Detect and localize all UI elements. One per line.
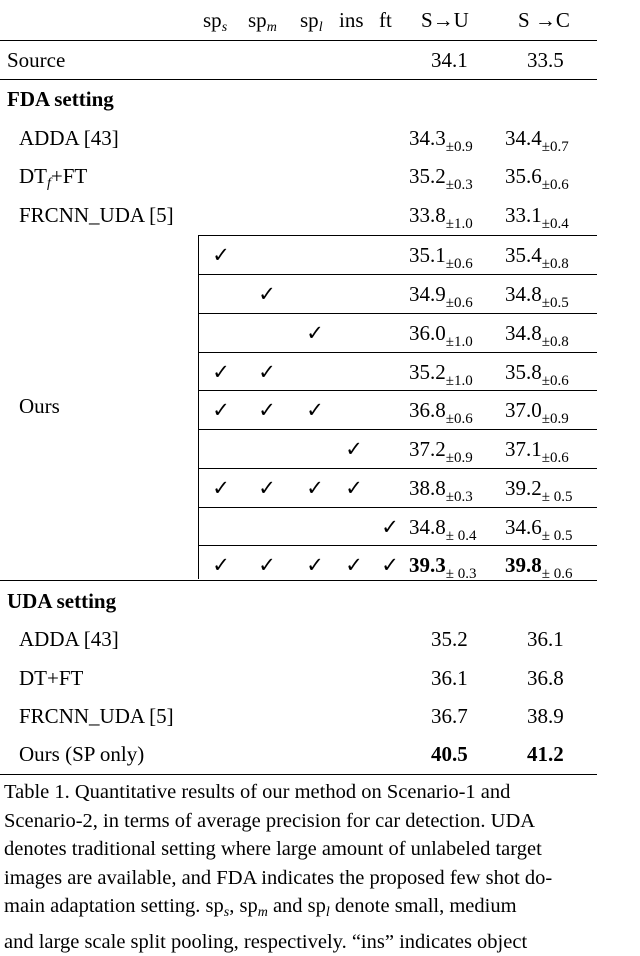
method-label: FRCNN_UDA [5] — [19, 697, 174, 735]
value-su: $35.2_{\pm 1.0}$ — [409, 353, 473, 400]
ours-label: Ours — [19, 387, 60, 425]
ours-row — [0, 236, 600, 274]
value-sc: $34.6_{\pm 0.5}$ — [505, 508, 572, 555]
col-header-ft: ft — [379, 1, 392, 39]
check-mark: ✓ — [252, 275, 282, 313]
col-header-sp-m: spm — [248, 1, 277, 47]
value-sc: $39.2_{\pm 0.5}$ — [505, 469, 572, 516]
value-su: $34.9_{\pm 0.6}$ — [409, 275, 473, 322]
value-su: $36.8_{\pm 0.6}$ — [409, 391, 473, 438]
value-sc: $35.8_{\pm 0.6}$ — [505, 353, 569, 400]
col-header-ins: ins — [339, 1, 364, 39]
source-label: Source — [7, 41, 65, 79]
method-label: DT+FT — [19, 659, 83, 697]
value-su: $34.3_{\pm 0.9}$ — [409, 119, 473, 166]
header-row — [0, 1, 600, 39]
caption-line: Table 1. Quantitative results of our method on Scenario-1 and — [4, 778, 637, 807]
col-header-s-to-u: S→U — [421, 1, 469, 39]
check-mark: ✓ — [339, 546, 369, 584]
fda-heading: FDA setting — [7, 80, 114, 118]
ours-row — [0, 275, 600, 313]
method-label: ADDA [43] — [19, 620, 119, 658]
uda-heading-row — [0, 582, 600, 620]
value-sc: $35.6_{\pm 0.6}$ — [505, 157, 569, 204]
value-sc: 38.9 — [527, 697, 564, 735]
check-mark: ✓ — [206, 469, 236, 507]
check-mark: ✓ — [252, 546, 282, 584]
check-mark: ✓ — [300, 314, 330, 352]
table-caption — [4, 778, 637, 956]
value-sc: $39.8_{\pm 0.6}$ — [505, 546, 572, 593]
check-mark: ✓ — [339, 430, 369, 468]
ours-row — [0, 508, 600, 546]
check-mark: ✓ — [252, 353, 282, 391]
ours-row — [0, 469, 600, 507]
value-sc: $35.4_{\pm 0.8}$ — [505, 236, 569, 283]
uda-row — [0, 659, 600, 697]
ours-row — [0, 314, 600, 352]
value-sc: 36.1 — [527, 620, 564, 658]
check-mark: ✓ — [206, 546, 236, 584]
value-su: $34.8_{\pm 0.4}$ — [409, 508, 476, 555]
uda-row — [0, 697, 600, 735]
ours-row — [0, 430, 600, 468]
value-su: 36.7 — [431, 697, 468, 735]
col-header-sp-l: spl — [300, 1, 323, 47]
method-label: FRCNN_UDA [5] — [19, 196, 174, 234]
caption-line: denotes traditional setting where large amount of unlabeled target — [4, 835, 637, 864]
check-mark: ✓ — [206, 391, 236, 429]
check-mark: ✓ — [375, 508, 405, 546]
check-mark: ✓ — [206, 353, 236, 391]
value-sc: $34.8_{\pm 0.8}$ — [505, 314, 569, 361]
fda-baseline-row — [0, 157, 600, 195]
value-su: 40.5 — [431, 735, 468, 773]
value-sc: 36.8 — [527, 659, 564, 697]
check-mark: ✓ — [206, 236, 236, 274]
fda-baseline-row — [0, 119, 600, 157]
value-su: $37.2_{\pm 0.9}$ — [409, 430, 473, 477]
caption-line: and large scale split pooling, respectively. “ins” indicates object — [4, 928, 637, 956]
check-mark: ✓ — [300, 469, 330, 507]
value-su: $35.1_{\pm 0.6}$ — [409, 236, 473, 283]
uda-row — [0, 620, 600, 658]
ours-row — [0, 391, 600, 429]
value-su: 36.1 — [431, 659, 468, 697]
value-su: 35.2 — [431, 620, 468, 658]
caption-line: images are available, and FDA indicates the proposed few shot do- — [4, 864, 637, 893]
check-mark: ✓ — [339, 469, 369, 507]
check-mark: ✓ — [252, 469, 282, 507]
value-sc: $37.1_{\pm 0.6}$ — [505, 430, 569, 477]
uda-row — [0, 735, 600, 773]
rule-table-bottom — [0, 774, 597, 775]
value-su: $39.3_{\pm 0.3}$ — [409, 546, 476, 593]
ours-row — [0, 353, 600, 391]
check-mark: ✓ — [252, 391, 282, 429]
rule-ours-top — [198, 235, 597, 236]
value-sc: 41.2 — [527, 735, 564, 773]
source-row — [0, 41, 600, 79]
check-mark: ✓ — [300, 546, 330, 584]
caption-line: Scenario-2, in terms of average precision for car detection. UDA — [4, 807, 637, 836]
source-su: 34.1 — [431, 41, 468, 79]
method-label: ADDA [43] — [19, 119, 119, 157]
source-sc: 33.5 — [527, 41, 564, 79]
fda-baseline-row — [0, 196, 600, 234]
value-sc: $34.8_{\pm 0.5}$ — [505, 275, 569, 322]
value-su: $33.8_{\pm 1.0}$ — [409, 196, 473, 243]
value-sc: $37.0_{\pm 0.9}$ — [505, 391, 569, 438]
fda-heading-row — [0, 80, 600, 118]
value-sc: $33.1_{\pm 0.4}$ — [505, 196, 569, 243]
value-su: $36.0_{\pm 1.0}$ — [409, 314, 473, 361]
method-label: Ours (SP only) — [19, 735, 144, 773]
check-mark: ✓ — [375, 546, 405, 584]
rule-fda-end — [0, 580, 597, 581]
col-header-sp-s: sps — [203, 1, 227, 47]
uda-heading: UDA setting — [7, 582, 116, 620]
value-su: $38.8_{\pm 0.3}$ — [409, 469, 473, 516]
value-su: $35.2_{\pm 0.3}$ — [409, 157, 473, 204]
value-sc: $34.4_{\pm 0.7}$ — [505, 119, 569, 166]
method-label: DTf+FT — [19, 157, 87, 203]
caption-line: main adaptation setting. sps, spm and spl denote small, medium — [4, 892, 637, 928]
check-mark: ✓ — [300, 391, 330, 429]
col-header-s-to-c: S →C — [518, 1, 570, 39]
ours-row — [0, 546, 600, 584]
